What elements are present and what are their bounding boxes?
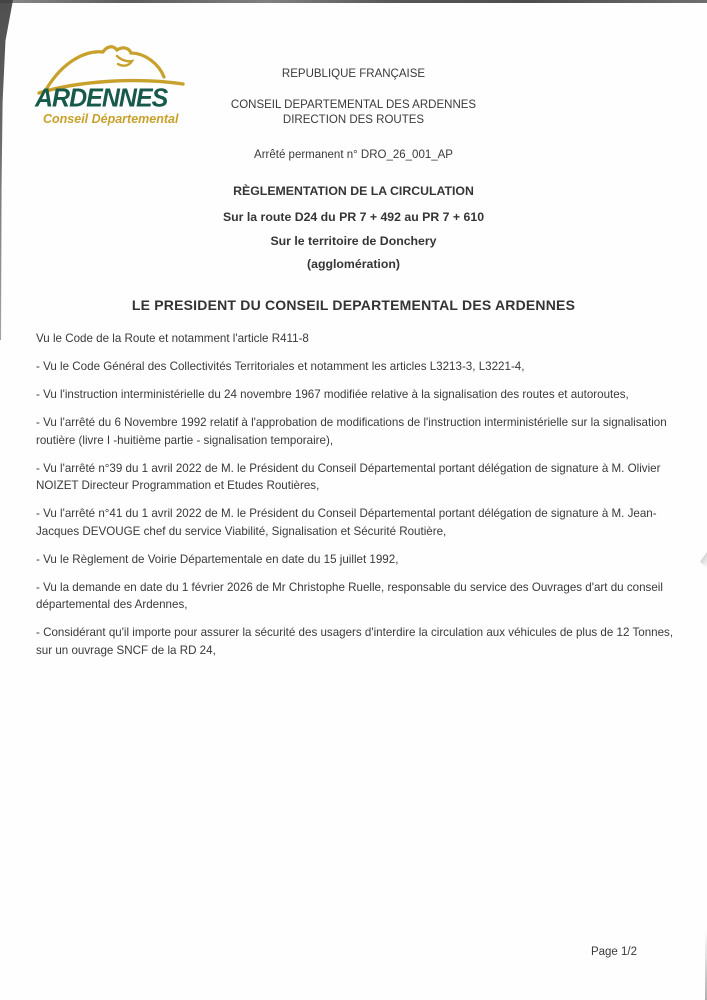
body-paragraph: - Vu l'arrêté n°41 du 1 avril 2022 de M. le Président du Conseil Départemental portant délégation de signature à M. Jean-Jacques DEVOUGE chef du service Viabilité, Signalisation et Sécurité Routière, <box>36 507 657 538</box>
body-paragraph: - Vu le Code Général des Collectivités Territoriales et notamment les articles L3213-3, L3221-4, <box>36 360 525 373</box>
header-conseil-departemental: CONSEIL DEPARTEMENTAL DES ARDENNES <box>230 99 477 111</box>
logo-subtitle: Conseil Départemental <box>43 112 179 126</box>
body-paragraph: - Vu le Règlement de Voirie Départementale en date du 15 juillet 1992, <box>36 552 399 566</box>
main-heading: LE PRESIDENT DU CONSEIL DEPARTEMENTAL DES ARDENNES <box>131 297 576 313</box>
page-number: Page 1/2 <box>590 946 637 958</box>
logo-wordmark: ARDENNES <box>35 83 168 113</box>
title-route-section: Sur la route D24 du PR 7 + 492 au PR 7 + 610 <box>222 210 485 224</box>
header-direction-routes: DIRECTION DES ROUTES <box>282 114 425 126</box>
scan-artifact <box>700 552 707 568</box>
header-republique: REPUBLIQUE FRANÇAISE <box>281 68 426 80</box>
title-reglementation: RÈGLEMENTATION DE LA CIRCULATION <box>233 184 474 198</box>
title-territoire: Sur le territoire de Donchery <box>270 234 437 248</box>
body-paragraph: Vu le Code de la Route et notamment l'article R411-8 <box>36 332 309 345</box>
body-paragraph: - Vu l'arrêté n°39 du 1 avril 2022 de M. le Président du Conseil Départemental portant délégation de signature à M. Olivier NOIZET Directeur Programmation et Etudes Routières, <box>36 461 661 492</box>
document-body <box>36 330 676 670</box>
body-paragraph: - Vu l'arrêté du 6 Novembre 1992 relatif à l'approbation de modifications de l'instruction interministérielle sur la signalisation routière (livre I -huitième partie - signalisation temporaire), <box>36 416 667 447</box>
title-agglomeration: (agglomération) <box>307 257 400 271</box>
scan-border-left <box>0 0 13 340</box>
arrete-reference: Arrêté permanent n° DRO_26_001_AP <box>254 149 453 161</box>
body-paragraph: - Vu la demande en date du 1 février 2026 de Mr Christophe Ruelle, responsable du service des Ouvrages d'art du conseil départemental des Ardennes, <box>36 580 663 611</box>
body-paragraph: - Considérant qu'il importe pour assurer la sécurité des usagers d'interdire la circulation aux véhicules de plus de 12 Tonnes, sur un ouvrage SNCF de la RD 24, <box>36 626 674 657</box>
body-paragraph: - Vu l'instruction interministérielle du 24 novembre 1967 modifiée relative à la signalisation des routes et autoroutes, <box>36 388 629 401</box>
scan-border-top <box>0 0 707 3</box>
